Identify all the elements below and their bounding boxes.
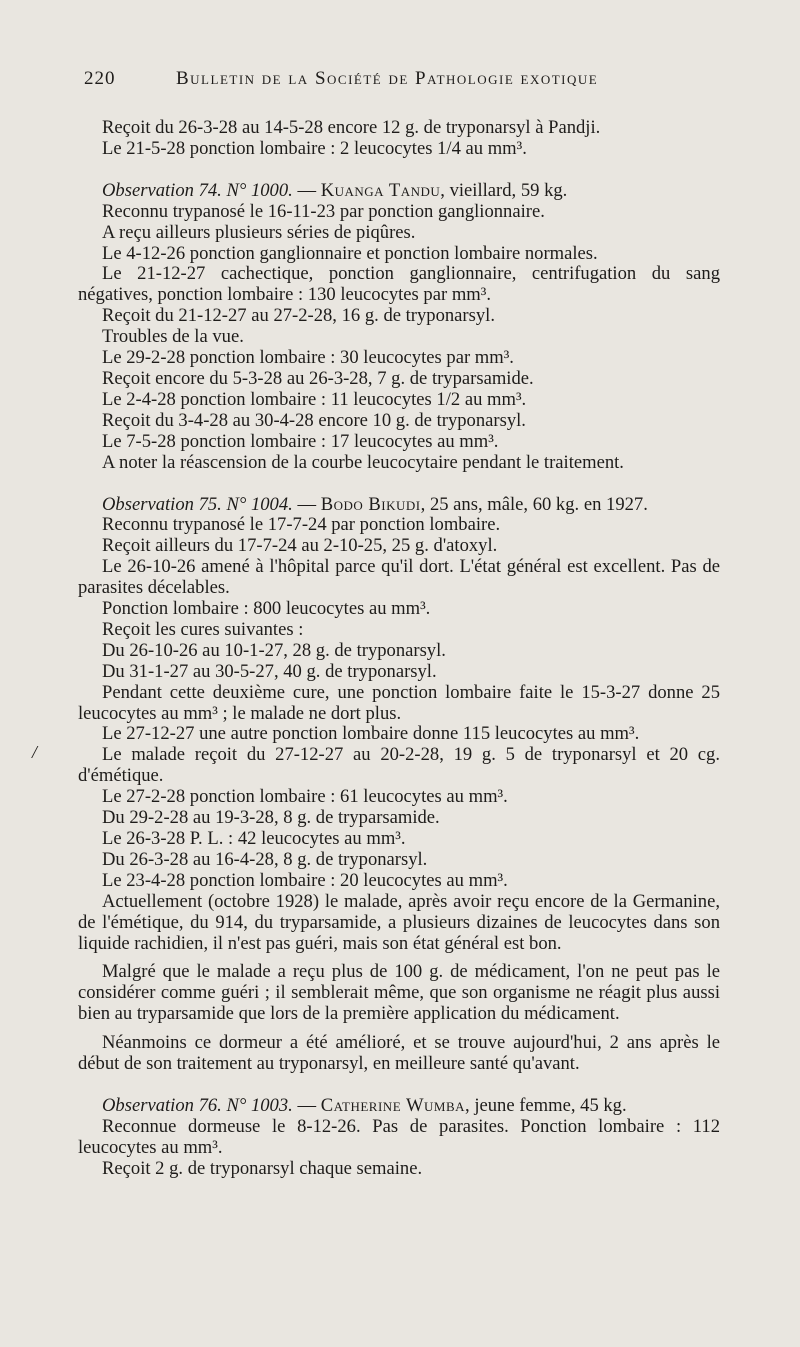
patient-details: , vieillard, 59 kg. xyxy=(440,179,568,201)
observation-heading xyxy=(78,1096,720,1117)
text-line: Reconnu trypanosé le 17-7-24 par ponction lombaire. xyxy=(102,514,501,536)
text-line: Du 26-10-26 au 10-1-27, 28 g. de tryponarsyl. xyxy=(102,639,446,661)
patient-details: , 25 ans, mâle, 60 kg. en 1927. xyxy=(420,493,648,515)
text-line: Le 2-4-28 ponction lombaire : 11 leucocytes 1/2 au mm³. xyxy=(102,388,527,410)
patient-details: , jeune femme, 45 kg. xyxy=(465,1094,627,1116)
text-line: Le 26-10-26 amené à l'hôpital parce qu'il dort. L'état général est excellent. Pas de parasites décelables. xyxy=(78,556,720,599)
running-title: Bulletin de la Société de Pathologie exotique xyxy=(176,68,599,89)
text-line: Le 21-5-28 ponction lombaire : 2 leucocytes 1/4 au mm³. xyxy=(102,137,527,159)
text-line: Le 27-12-27 une autre ponction lombaire donne 115 leucocytes au mm³. xyxy=(102,723,640,745)
text-line: Pendant cette deuxième cure, une ponction lombaire faite le 15-3-27 donne 25 leucocytes au mm³ ; le malade ne dort plus. xyxy=(78,681,720,724)
text-line: Reconnue dormeuse le 8-12-26. Pas de parasites. Ponction lombaire : 112 leucocytes au mm³. xyxy=(78,1115,720,1158)
text-line: Le 26-3-28 P. L. : 42 leucocytes au mm³. xyxy=(102,828,406,849)
margin-mark: / xyxy=(32,742,38,762)
paragraph: Néanmoins ce dormeur a été amélioré, et se trouve aujourd'hui, 2 ans après le début de son traitement au tryponarsyl, en meilleure santé qu'avant. xyxy=(78,1032,720,1075)
text-line: A reçu ailleurs plusieurs séries de piqûres. xyxy=(102,221,416,243)
text-line: Troubles de la vue. xyxy=(102,326,244,348)
text-line: Reçoit ailleurs du 17-7-24 au 2-10-25, 25 g. d'atoxyl. xyxy=(102,535,498,557)
text-line: Ponction lombaire : 800 leucocytes au mm³. xyxy=(102,598,431,620)
text-line: Le malade reçoit du 27-12-27 au 20-2-28, 19 g. 5 de tryponarsyl et 20 cg. d'émétique. xyxy=(78,744,720,787)
text-line: Reçoit 2 g. de tryponarsyl chaque semaine. xyxy=(102,1157,423,1179)
text-line: Reçoit du 26-3-28 au 14-5-28 encore 12 g. de tryponarsyl à Pandji. xyxy=(102,117,601,138)
text-line: Reçoit du 21-12-27 au 27-2-28, 16 g. de tryponarsyl. xyxy=(102,305,495,327)
page-header xyxy=(84,68,644,98)
patient-name: Bodo Bikudi xyxy=(320,493,421,515)
observation-title: Observation 75. N° 1004. xyxy=(102,493,293,515)
text-line: Du 29-2-28 au 19-3-28, 8 g. de tryparsamide. xyxy=(102,807,440,829)
observation-title: Observation 74. N° 1000. xyxy=(102,179,293,201)
observation-heading xyxy=(78,181,720,202)
observation-dash: — xyxy=(292,493,321,515)
patient-name: Kuanga Tandu xyxy=(320,179,441,201)
observation-heading xyxy=(78,495,720,516)
text-line: Le 21-12-27 cachectique, ponction ganglionnaire, centrifugation du sang négatives, ponction lombaire : 130 leucocytes par mm³. xyxy=(78,263,720,306)
page-number: 220 xyxy=(84,68,116,89)
text-line: Le 7-5-28 ponction lombaire : 17 leucocytes au mm³. xyxy=(102,430,499,452)
text-line: Reçoit les cures suivantes : xyxy=(102,618,304,640)
text-line: Le 23-4-28 ponction lombaire : 20 leucocytes au mm³. xyxy=(102,869,508,891)
text-line: A noter la réascension de la courbe leucocytaire pendant le traitement. xyxy=(102,451,624,473)
observation-title: Observation 76. N° 1003. xyxy=(102,1094,293,1116)
text-line: Actuellement (octobre 1928) le malade, après avoir reçu encore de la Germanine, de l'émétique, du 914, du tryparsamide, a plusieurs dizaines de leucocytes dans son liquide rachidien, il n'est pas guéri, mais son état général est bon. xyxy=(78,890,720,954)
text-line: Le 27-2-28 ponction lombaire : 61 leucocytes au mm³. xyxy=(102,786,508,808)
observation-dash: — xyxy=(292,1094,321,1116)
observation-dash: — xyxy=(292,179,321,201)
text-line: Du 31-1-27 au 30-5-27, 40 g. de tryponarsyl. xyxy=(102,660,437,682)
patient-name: Catherine Wumba xyxy=(320,1094,466,1116)
body-text xyxy=(78,118,720,1180)
text-line: Reconnu trypanosé le 16-11-23 par ponction ganglionnaire. xyxy=(102,200,545,222)
text-line: Reçoit du 3-4-28 au 30-4-28 encore 10 g. de tryponarsyl. xyxy=(102,409,526,431)
text-line: Du 26-3-28 au 16-4-28, 8 g. de tryponarsyl. xyxy=(102,848,428,870)
text-line: Reçoit encore du 5-3-28 au 26-3-28, 7 g. de tryparsamide. xyxy=(102,367,534,389)
text-line: Le 4-12-26 ponction ganglionnaire et ponction lombaire normales. xyxy=(102,242,598,264)
text-line: Le 29-2-28 ponction lombaire : 30 leucocytes par mm³. xyxy=(102,347,514,369)
paragraph: Malgré que le malade a reçu plus de 100 g. de médicament, l'on ne peut pas le considérer comme guéri ; il semblerait même, que son organisme ne réagit plus aussi bien au tryparsamide que lors de la première application du médicament. xyxy=(78,961,720,1025)
